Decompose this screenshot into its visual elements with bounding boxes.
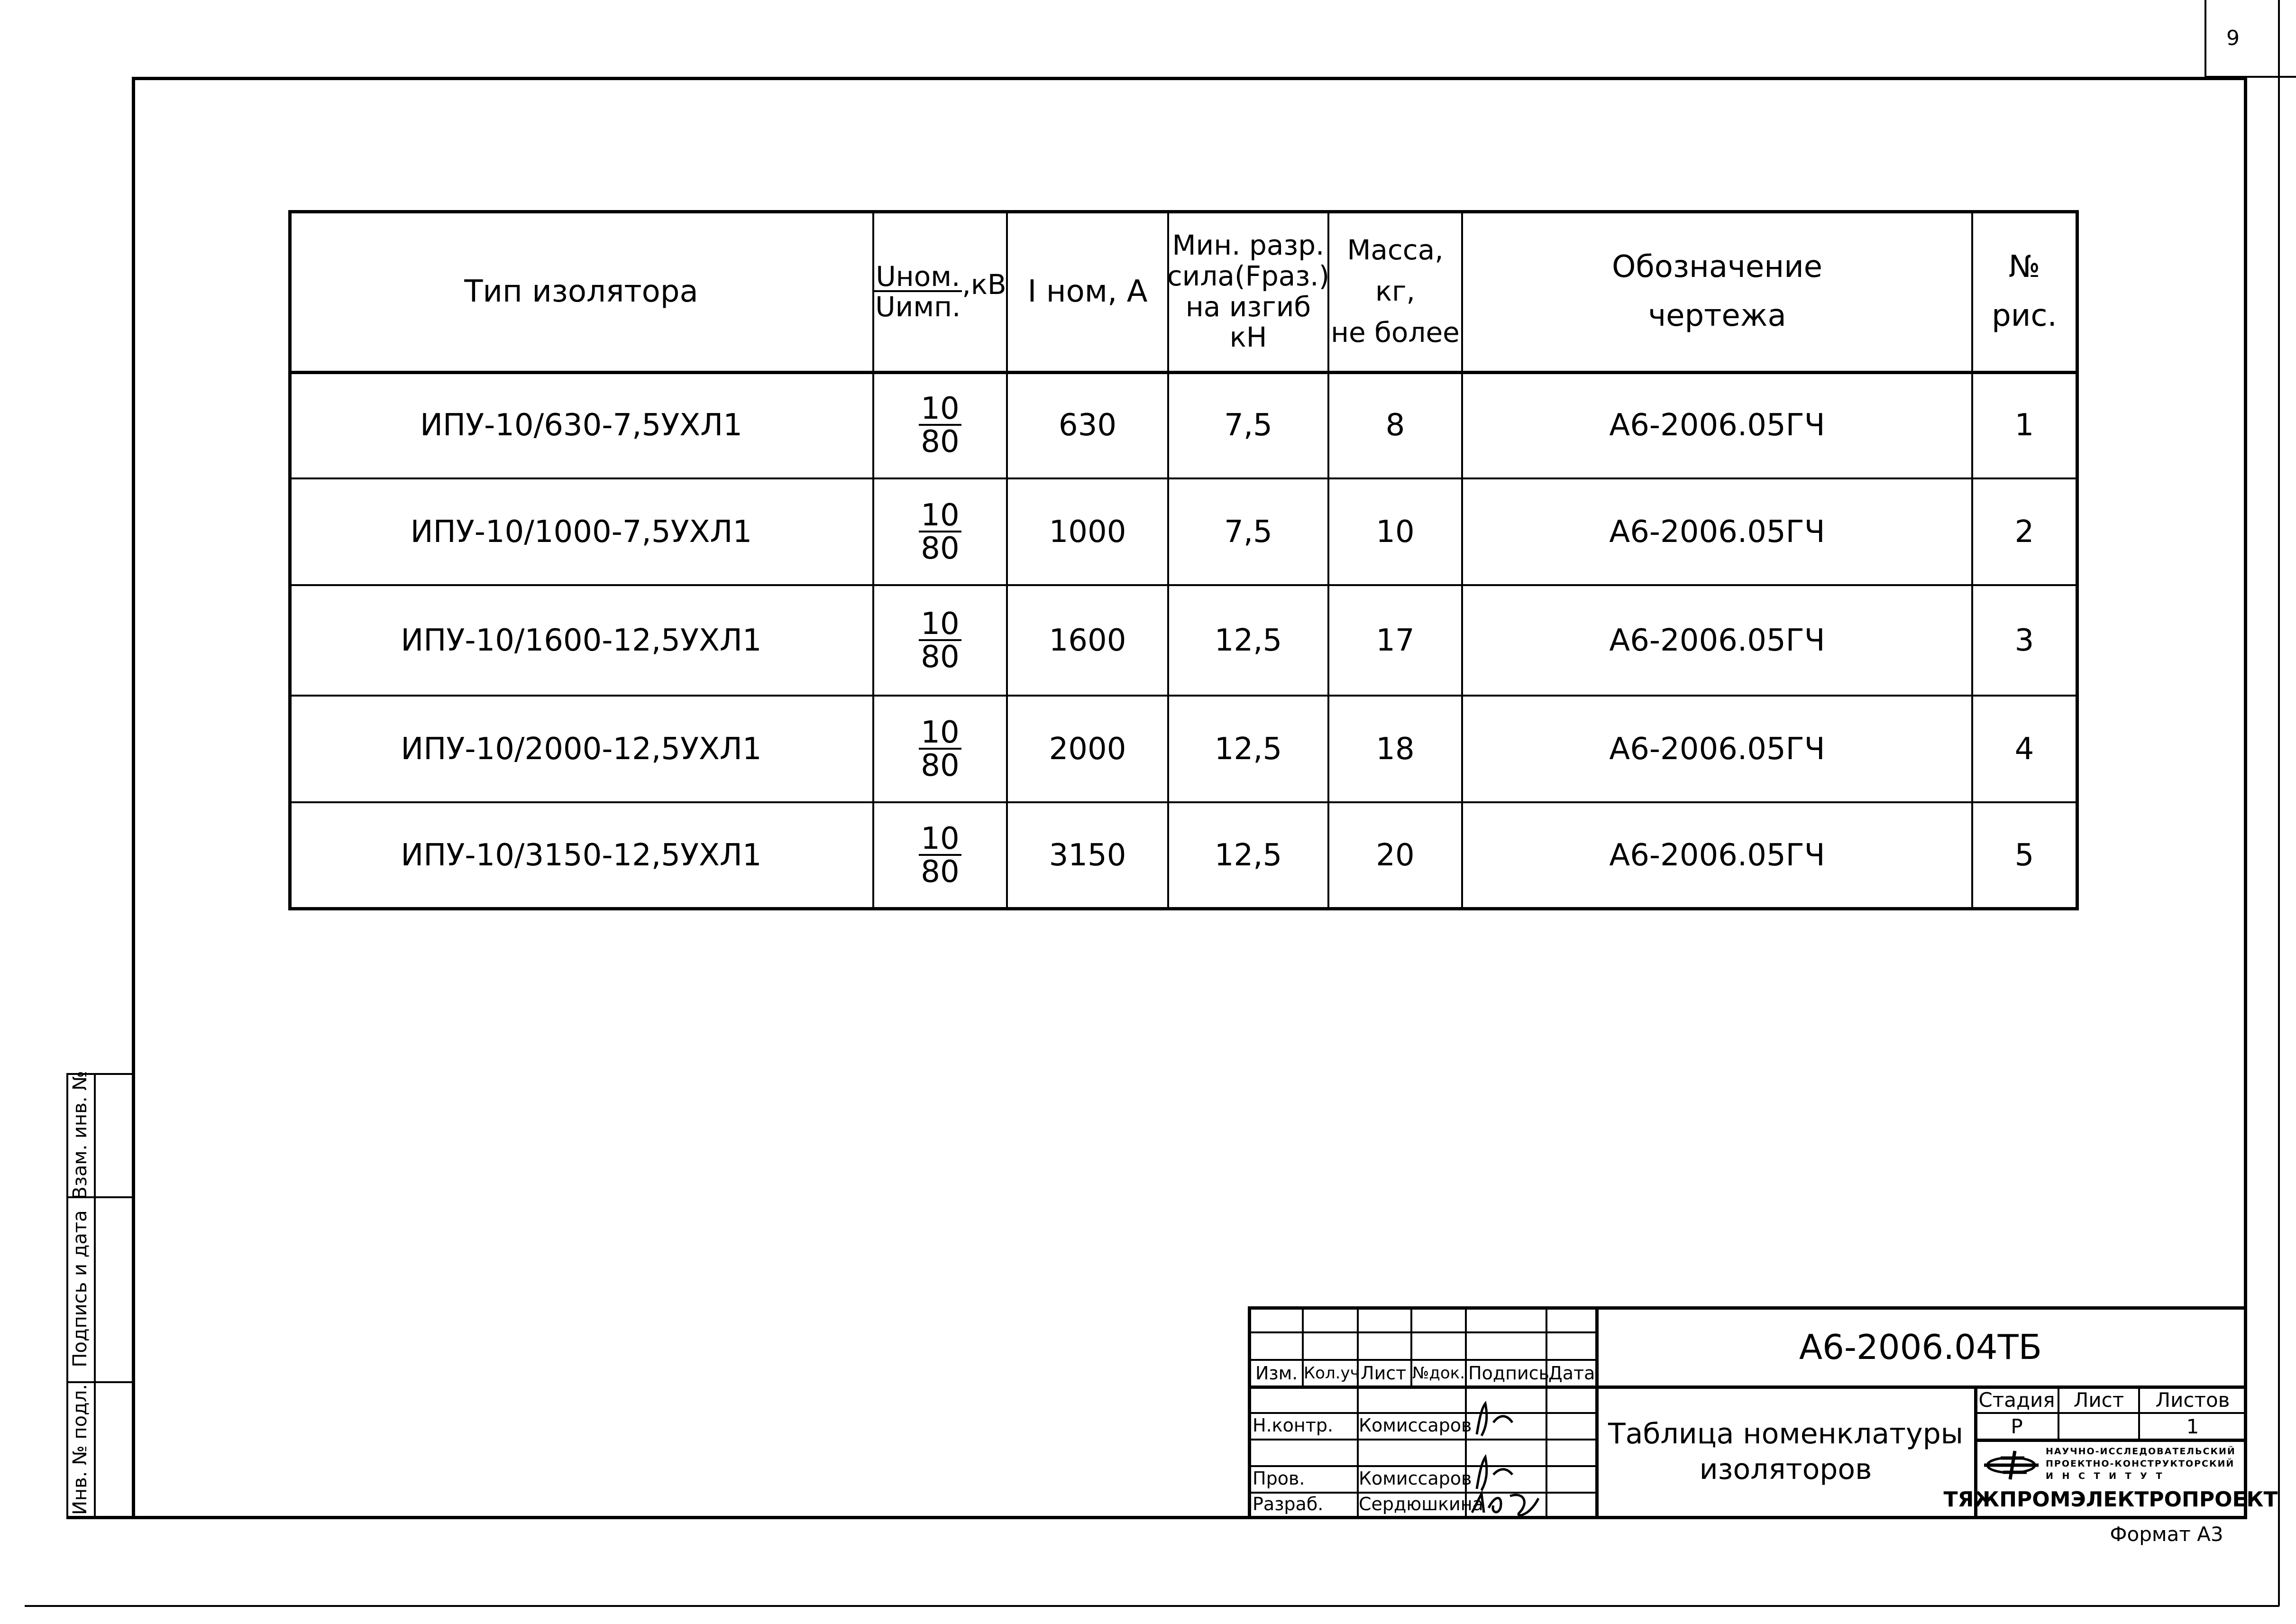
left-stamp-divider [94,1073,96,1518]
table-row-2-type: ИПУ-10/1000-7,5УХЛ1 [410,514,752,550]
tb-head-podpis: Подпись [1468,1363,1549,1384]
org-small-line2: ПРОЕКТНО-КОНСТРУКТОРСКИЙ [2046,1459,2235,1469]
tb-stage-label: Стадия [1978,1388,2055,1412]
header-mass-line2: кг, [1375,275,1415,307]
header-u-nom: Uном. [874,263,962,292]
left-stamp-podpis: Подпись и дата [69,1210,91,1367]
header-mass-line3: не более [1331,316,1460,349]
tb-role-nkontr: Н.контр. [1253,1415,1334,1436]
table-row-3-force: 12,5 [1214,623,1282,658]
table-row-5-force: 12,5 [1214,837,1282,873]
tb-head-data: Дата [1548,1363,1595,1384]
table-row-2-voltage: $\frac{10}{80}$ [874,479,1006,584]
format-label: Формат А3 [2110,1522,2223,1546]
org-small-line1: НАУЧНО-ИССЛЕДОВАТЕЛЬСКИЙ [2046,1446,2236,1457]
left-stamp-vzam: Взам. инв. № [69,1071,91,1200]
header-u-unit: ,кВ [962,268,1006,301]
tb-title-line1: Таблица номенклатуры [1608,1417,1964,1450]
header-voltage [874,212,1006,371]
tb-head-izm: Изм. [1255,1363,1298,1384]
sheet-number: 9 [2226,26,2240,50]
table-row-2-fig: 2 [2014,514,2034,550]
tb-name-prov: Комиссаров [1359,1468,1472,1489]
header-type: Тип изолятора [464,274,698,309]
table-row-1-voltage: $\frac{10}{80}$ [874,373,1006,477]
table-row-5-mass: 20 [1376,837,1415,873]
table-row-4-i-nom: 2000 [1049,731,1126,767]
table-row-3-designation: А6-2006.05ГЧ [1609,623,1825,658]
table-row-3-fig: 3 [2014,623,2034,658]
tb-stage-row2 [1974,1439,2245,1442]
tb-head-list: Лист [1361,1363,1407,1384]
table-row-4-force: 12,5 [1214,731,1282,767]
header-fig-line2: рис. [1992,298,2057,333]
header-force-line3: на изгиб [1185,290,1311,323]
table-row-5-type: ИПУ-10/3150-12,5УХЛ1 [401,837,762,873]
tb-head-kol: Кол.уч [1304,1364,1360,1383]
tb-sheets-value: 1 [2186,1414,2199,1438]
tb-name-razrab: Сердюшкина [1359,1494,1483,1514]
table-row-1-mass: 8 [1385,407,1405,443]
table-row-3-mass: 17 [1376,623,1415,658]
table-row-2-mass: 10 [1376,514,1415,550]
org-name: ТЯЖПРОМЭЛЕКТРОПРОЕКТ [1943,1487,2278,1512]
signature-razrab-icon [1467,1489,1548,1520]
tb-col-5 [1546,1306,1547,1516]
tb-sheets-label: Листов [2155,1388,2230,1412]
header-force [1167,212,1330,371]
table-row-5-voltage: $\frac{10}{80}$ [874,803,1006,907]
table-row-3-voltage: $\frac{10}{80}$ [874,586,1006,695]
table-row-3-type: ИПУ-10/1600-12,5УХЛ1 [401,623,762,658]
tb-row-1 [1248,1331,1595,1333]
header-designation-line1: Обозначение [1611,249,1823,285]
header-mass-line1: Масса, [1347,234,1444,266]
header-i-nom: I ном, А [1027,274,1148,309]
tb-doc-code: А6-2006.04ТБ [1799,1327,2042,1367]
header-force-line4: кН [1229,321,1267,354]
tb-name-nkontr: Комиссаров [1359,1415,1472,1436]
header-fig [1973,212,2076,371]
signature-prov-icon [1467,1449,1534,1494]
table-row-5-i-nom: 3150 [1049,837,1126,873]
table-row-4-voltage: $\frac{10}{80}$ [874,697,1006,801]
col-line-7 [2076,210,2079,910]
tb-title [1597,1387,1974,1516]
tb-head-ndok: №док. [1412,1364,1465,1383]
tb-role-razrab: Разраб. [1253,1494,1324,1514]
tb-row-5 [1248,1439,1595,1440]
signature-nkontr-icon [1467,1394,1534,1441]
tb-sheet-label: Лист [2073,1388,2124,1412]
table-row-2-i-nom: 1000 [1049,514,1126,550]
table-row-4-designation: А6-2006.05ГЧ [1609,731,1825,767]
tb-stage-value: Р [2011,1414,2023,1438]
table-row-1-fig: 1 [2014,407,2034,443]
table-row-3-i-nom: 1600 [1049,623,1126,658]
left-stamp-outer [66,1073,68,1518]
org-small-text [2046,1445,2245,1482]
header-u-imp: Uимп. [875,290,961,323]
header-force-line2: сила(Fраз.) [1167,259,1330,292]
table-row-5-fig: 5 [2014,837,2034,873]
table-row-2-force: 7,5 [1224,514,1272,550]
table-row-1-designation: А6-2006.05ГЧ [1609,407,1825,443]
left-stamp-inv: Инв. № подл. [69,1384,91,1515]
header-mass [1329,212,1461,371]
table-row-2-designation: А6-2006.05ГЧ [1609,514,1825,550]
table-row-1-force: 7,5 [1224,407,1272,443]
organization-logo-icon [1982,1446,2043,1484]
table-row-1-type: ИПУ-10/630-7,5УХЛ1 [420,407,742,443]
tb-title-line2: изоляторов [1699,1452,1872,1486]
header-fig-line1: № [2008,249,2040,285]
header-designation-line2: чертежа [1648,298,1786,333]
tb-role-prov: Пров. [1253,1468,1305,1489]
table-row-4-mass: 18 [1376,731,1415,767]
header-force-line1: Мин. разр. [1172,229,1325,261]
table-row-1-i-nom: 630 [1058,407,1117,443]
table-row-4-type: ИПУ-10/2000-12,5УХЛ1 [401,731,762,767]
table-bottom [288,907,2078,910]
org-small-line3: И Н С Т И Т У Т [2046,1471,2165,1481]
header-designation [1463,212,1971,371]
table-row-5-designation: А6-2006.05ГЧ [1609,837,1825,873]
table-row-4-fig: 4 [2014,731,2034,767]
